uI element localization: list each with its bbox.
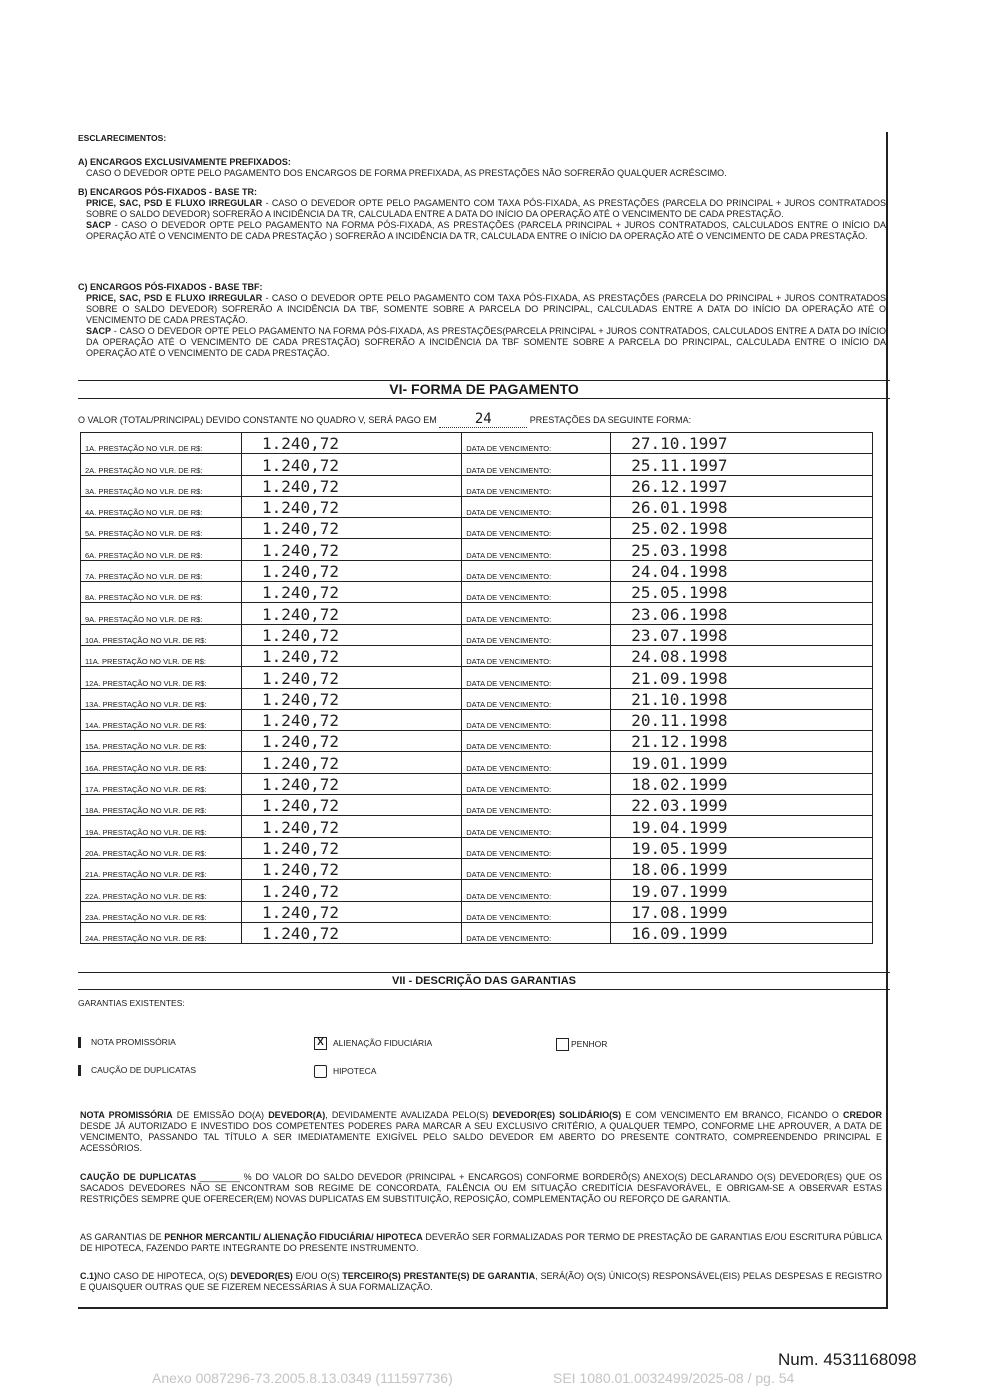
due-date-value: 19.04.1999 bbox=[611, 816, 873, 837]
installment-label: 19A. PRESTAÇÃO NO VLR. DE R$: bbox=[81, 816, 242, 837]
installment-value: 1.240,72 bbox=[242, 645, 462, 666]
section-c-lead-2: SACP bbox=[86, 326, 112, 336]
installment-label: 18A. PRESTAÇÃO NO VLR. DE R$: bbox=[81, 795, 242, 816]
installment-value: 1.240,72 bbox=[242, 816, 462, 837]
installment-value: 1.240,72 bbox=[242, 475, 462, 496]
due-date-label: DATA DE VENCIMENTO: bbox=[462, 645, 611, 666]
installment-value: 1.240,72 bbox=[242, 837, 462, 858]
installment-value: 1.240,72 bbox=[242, 752, 462, 773]
hipoteca-para-lead: C.1) bbox=[80, 1271, 98, 1281]
installment-label: 4A. PRESTAÇÃO NO VLR. DE R$: bbox=[81, 496, 242, 517]
caucao-checkbox bbox=[78, 1065, 85, 1076]
caucao-paragraph bbox=[80, 1172, 882, 1205]
installment-value: 1.240,72 bbox=[242, 454, 462, 475]
installment-label: 22A. PRESTAÇÃO NO VLR. DE R$: bbox=[81, 880, 242, 901]
due-date-label: DATA DE VENCIMENTO: bbox=[462, 667, 611, 688]
installment-value: 1.240,72 bbox=[242, 433, 462, 454]
due-date-label: DATA DE VENCIMENTO: bbox=[462, 433, 611, 454]
installment-label: 6A. PRESTAÇÃO NO VLR. DE R$: bbox=[81, 539, 242, 560]
installment-label: 9A. PRESTAÇÃO NO VLR. DE R$: bbox=[81, 603, 242, 624]
annex-stamp: Anexo 0087296-73.2005.8.13.0349 (111597736) bbox=[152, 1370, 453, 1386]
due-date-label: DATA DE VENCIMENTO: bbox=[462, 922, 611, 943]
header-title: ESCLARECIMENTOS: bbox=[78, 133, 167, 143]
nota-para-lead2: DEVEDOR(A) bbox=[268, 1110, 326, 1120]
installment-value: 1.240,72 bbox=[242, 795, 462, 816]
section-b-para-2 bbox=[78, 220, 886, 242]
installment-row bbox=[81, 837, 873, 858]
installment-value: 1.240,72 bbox=[242, 539, 462, 560]
payment-intro-tail: PRESTAÇÕES DA SEGUINTE FORMA: bbox=[529, 415, 692, 425]
installment-label: 14A. PRESTAÇÃO NO VLR. DE R$: bbox=[81, 709, 242, 730]
installment-row bbox=[81, 709, 873, 730]
installment-row bbox=[81, 539, 873, 560]
installment-label: 8A. PRESTAÇÃO NO VLR. DE R$: bbox=[81, 582, 242, 603]
hipoteca-para-mid1: NO CASO DE HIPOTECA, O(S) bbox=[97, 1271, 231, 1281]
installment-count: 24 bbox=[439, 411, 527, 428]
installment-row bbox=[81, 922, 873, 943]
section-c-text-1: - CASO O DEVEDOR OPTE PELO PAGAMENTO COM TAXA PÓS-FIXADA, AS PRESTAÇÕES (PARCELA DO PRINCIPAL + JUROS CONTRATADOS SOBRE O SALDO DEVEDOR) SOFRERÃO A INCIDÊNCIA DA TBF, SOMENTE SOBRE A PARCELA DO PRINCIPAL, CALCULADAS ENTRE A DATA DO INÍCIO DA OPERAÇÃO ATÉ O VENCIMENTO DE CADA PRESTAÇÃO. bbox=[86, 293, 886, 325]
section-c-para-2 bbox=[78, 326, 886, 359]
section-b-text-1: - CASO O DEVEDOR OPTE PELO PAGAMENTO COM TAXA PÓS-FIXADA, AS PRESTAÇÕES (PARCELA DO PRINCIPAL + JUROS CONTRATADOS SOBRE O SALDO DEVEDOR) SOFRERÃO A INCIDÊNCIA DA TR, CALCULADA ENTRE A DATA DO INÍCIO DA OPERAÇÃO ATÉ O VENCIMENTO DE CADA PRESTAÇÃO. bbox=[86, 198, 886, 219]
installment-row bbox=[81, 752, 873, 773]
formal-para-pre: AS GARANTIAS DE bbox=[80, 1232, 165, 1242]
due-date-label: DATA DE VENCIMENTO: bbox=[462, 858, 611, 879]
section-a-text: CASO O DEVEDOR OPTE PELO PAGAMENTO DOS ENCARGOS DE FORMA PREFIXADA, AS PRESTAÇÕES NÃO SOFRERÃO QUALQUER ACRÉSCIMO. bbox=[86, 168, 727, 178]
installment-table bbox=[80, 432, 873, 944]
installment-row bbox=[81, 624, 873, 645]
due-date-value: 24.04.1998 bbox=[611, 560, 873, 581]
installment-value: 1.240,72 bbox=[242, 773, 462, 794]
installment-row bbox=[81, 433, 873, 454]
section-b-lead-2: SACP bbox=[86, 220, 112, 230]
hipoteca-paragraph bbox=[80, 1271, 882, 1293]
installment-row bbox=[81, 496, 873, 517]
installment-value: 1.240,72 bbox=[242, 709, 462, 730]
installment-value: 1.240,72 bbox=[242, 731, 462, 752]
due-date-value: 17.08.1999 bbox=[611, 901, 873, 922]
hipoteca-para-mid2: E/OU O(S) bbox=[292, 1271, 343, 1281]
due-date-value: 27.10.1997 bbox=[611, 433, 873, 454]
installment-value: 1.240,72 bbox=[242, 880, 462, 901]
due-date-label: DATA DE VENCIMENTO: bbox=[462, 752, 611, 773]
nota-checkbox bbox=[78, 1037, 85, 1048]
due-date-value: 16.09.1999 bbox=[611, 922, 873, 943]
installment-row bbox=[81, 475, 873, 496]
due-date-value: 25.02.1998 bbox=[611, 518, 873, 539]
due-date-label: DATA DE VENCIMENTO: bbox=[462, 496, 611, 517]
installment-value: 1.240,72 bbox=[242, 560, 462, 581]
installment-label: 17A. PRESTAÇÃO NO VLR. DE R$: bbox=[81, 773, 242, 794]
due-date-value: 25.11.1997 bbox=[611, 454, 873, 475]
option-penhor bbox=[556, 1038, 607, 1051]
installment-row bbox=[81, 518, 873, 539]
document-number: Num. 4531168098 bbox=[778, 1350, 917, 1369]
due-date-value: 21.10.1998 bbox=[611, 688, 873, 709]
due-date-label: DATA DE VENCIMENTO: bbox=[462, 709, 611, 730]
payment-intro bbox=[78, 411, 691, 428]
hipoteca-para-lead3: TERCEIRO(S) PRESTANTE(S) DE GARANTIA bbox=[342, 1271, 536, 1281]
caucao-para-rest: ________ % DO VALOR DO SALDO DEVEDOR (PRINCIPAL + ENCARGOS) CONFORME BORDERÔ(S) ANEXO(S) DECLARANDO O(S) DEVEDOR(ES) QUE OS SACADOS DEVEDORES NÃO SE ENCONTRAM SOB REGIME DE CONCORDATA, FALÊNCIA OU EM SITUAÇÃO CREDITÍCIA DESFAVORÁVEL, E OBRIGAM-SE A OBSERVAR ESTAS RESTRIÇÕES SEMPRE QUE OFERECER(EM) NOVAS DUPLICATAS EM SUBSTITUIÇÃO, REPOSIÇÃO, COMPLEMENTAÇÃO OU REFORÇO DE GARANTIA. bbox=[80, 1172, 882, 1204]
due-date-label: DATA DE VENCIMENTO: bbox=[462, 773, 611, 794]
payment-intro-text: O VALOR (TOTAL/PRINCIPAL) DEVIDO CONSTANTE NO QUADRO V, SERÁ PAGO EM bbox=[78, 415, 437, 425]
installment-value: 1.240,72 bbox=[242, 901, 462, 922]
installment-value: 1.240,72 bbox=[242, 582, 462, 603]
due-date-label: DATA DE VENCIMENTO: bbox=[462, 816, 611, 837]
penhor-checkbox bbox=[556, 1038, 569, 1051]
formal-para-rest: DEVERÃO SER FORMALIZADAS POR TERMO DE PRESTAÇÃO DE GARANTIAS E/OU ESCRITURA PÚBLICA DE HIPOTECA, FAZENDO PARTE INTEGRANTE DO PRESENTE INSTRUMENTO. bbox=[80, 1232, 882, 1253]
installment-value: 1.240,72 bbox=[242, 667, 462, 688]
formal-para-lead: PENHOR MERCANTIL/ ALIENAÇÃO FIDUCIÁRIA/ HIPOTECA bbox=[164, 1232, 423, 1242]
nota-para-rest: DESDE JÁ AUTORIZADO E INVESTIDO DOS COMPETENTES PODERES PARA MARCAR A SEU EXCLUSIVO CRITÉRIO, A QUALQUER TEMPO, CONFORME LHE APROUVER, A DATA DE VENCIMENTO, PASSANDO TAL TÍTULO A SER IMEDIATAMENTE EXIGÍVEL PELO SALDO DEVEDOR EM ABERTO DO PRESENTE CONTRATO, COMPREENDENDO PRINCIPAL E ACESSÓRIOS. bbox=[80, 1121, 882, 1153]
section-b bbox=[78, 187, 886, 242]
installment-value: 1.240,72 bbox=[242, 624, 462, 645]
section-c-text-2: - CASO O DEVEDOR OPTE PELO PAGAMENTO NA FORMA PÓS-FIXADA, AS PRESTAÇÕES(PARCELA PRINCIPAL + JUROS CONTRATADOS, CALCULADOS ENTRE A DATA DO INÍCIO DA OPERAÇÃO ATÉ O VENCIMENTO DE CADA PRESTAÇÃO) SOFRERÃO A INCIDÊNCIA DA TBF SOMENTE SOBRE A PARCELA DO PRINCIPAL, CALCULADA ENTRE O INÍCIO DA OPERAÇÃO ATÉ O VENCIMENTO DE CADA PRESTAÇÃO. bbox=[86, 326, 886, 358]
due-date-label: DATA DE VENCIMENTO: bbox=[462, 795, 611, 816]
nota-para-lead3: DEVEDOR(ES) SOLIDÁRIO(S) bbox=[492, 1110, 622, 1120]
installment-row bbox=[81, 880, 873, 901]
installment-label: 7A. PRESTAÇÃO NO VLR. DE R$: bbox=[81, 560, 242, 581]
nota-para-mid2: , DEVIDAMENTE AVALIZADA PELO(S) bbox=[325, 1110, 493, 1120]
installment-row bbox=[81, 667, 873, 688]
installment-row bbox=[81, 858, 873, 879]
sei-stamp: SEI 1080.01.0032499/2025-08 / pg. 54 bbox=[553, 1370, 795, 1386]
section-c-title: C) ENCARGOS PÓS-FIXADOS - BASE TBF: bbox=[78, 282, 263, 292]
due-date-value: 19.07.1999 bbox=[611, 880, 873, 901]
due-date-label: DATA DE VENCIMENTO: bbox=[462, 539, 611, 560]
section-c bbox=[78, 282, 886, 359]
due-date-value: 19.01.1999 bbox=[611, 752, 873, 773]
installment-label: 11A. PRESTAÇÃO NO VLR. DE R$: bbox=[81, 645, 242, 666]
caucao-para-lead: CAUÇÃO DE DUPLICATAS bbox=[80, 1172, 197, 1182]
nota-para-mid3: E COM VENCIMENTO EM BRANCO, FICANDO O bbox=[621, 1110, 843, 1120]
installment-row bbox=[81, 454, 873, 475]
due-date-value: 18.06.1999 bbox=[611, 858, 873, 879]
guarantees-heading: VII - DESCRIÇÃO DAS GARANTIAS bbox=[78, 972, 890, 990]
nota-para-lead: NOTA PROMISSÓRIA bbox=[80, 1110, 173, 1120]
due-date-label: DATA DE VENCIMENTO: bbox=[462, 603, 611, 624]
installment-label: 15A. PRESTAÇÃO NO VLR. DE R$: bbox=[81, 731, 242, 752]
section-b-text-2: - CASO O DEVEDOR OPTE PELO PAGAMENTO NA FORMA PÓS-FIXADA, AS PRESTAÇÕES (PARCELA PRINCIPAL + JUROS CONTRATADOS, CALCULADOS ENTRE O INÍCIO DA OPERAÇÃO ATÉ O VENCIMENTO DE CADA PRESTAÇÃO ) SOFRERÃO A INCIDÊNCIA DA TR, CALCULADA ENTRE O INÍCIO DA OPERAÇÃO ATÉ O VENCIMENTO DE CADA PRESTAÇÃO. bbox=[86, 220, 886, 241]
option-caucao-duplicatas bbox=[78, 1065, 196, 1076]
installment-label: 13A. PRESTAÇÃO NO VLR. DE R$: bbox=[81, 688, 242, 709]
installment-row bbox=[81, 560, 873, 581]
due-date-value: 26.01.1998 bbox=[611, 496, 873, 517]
section-c-para-1 bbox=[78, 293, 886, 326]
section-a bbox=[78, 157, 878, 179]
due-date-label: DATA DE VENCIMENTO: bbox=[462, 582, 611, 603]
installment-row bbox=[81, 731, 873, 752]
nota-para-lead4: CREDOR bbox=[842, 1110, 882, 1120]
section-b-title: B) ENCARGOS PÓS-FIXADOS - BASE TR: bbox=[78, 187, 258, 197]
alienacao-checkbox-checked: X bbox=[314, 1037, 327, 1050]
installment-label: 10A. PRESTAÇÃO NO VLR. DE R$: bbox=[81, 624, 242, 645]
nota-label: NOTA PROMISSÓRIA bbox=[91, 1037, 176, 1047]
installment-label: 5A. PRESTAÇÃO NO VLR. DE R$: bbox=[81, 518, 242, 539]
section-c-lead-1: PRICE, SAC, PSD E FLUXO IRREGULAR bbox=[86, 293, 263, 303]
penhor-label: PENHOR bbox=[571, 1038, 608, 1049]
due-date-value: 25.05.1998 bbox=[611, 582, 873, 603]
installment-label: 21A. PRESTAÇÃO NO VLR. DE R$: bbox=[81, 858, 242, 879]
due-date-value: 19.05.1999 bbox=[611, 837, 873, 858]
installment-row bbox=[81, 901, 873, 922]
due-date-label: DATA DE VENCIMENTO: bbox=[462, 880, 611, 901]
section-a-title: A) ENCARGOS EXCLUSIVAMENTE PREFIXADOS: bbox=[78, 157, 291, 167]
due-date-value: 22.03.1999 bbox=[611, 795, 873, 816]
installment-value: 1.240,72 bbox=[242, 922, 462, 943]
due-date-value: 21.09.1998 bbox=[611, 667, 873, 688]
due-date-value: 23.07.1998 bbox=[611, 624, 873, 645]
due-date-label: DATA DE VENCIMENTO: bbox=[462, 901, 611, 922]
installment-label: 12A. PRESTAÇÃO NO VLR. DE R$: bbox=[81, 667, 242, 688]
due-date-label: DATA DE VENCIMENTO: bbox=[462, 837, 611, 858]
hipoteca-label: HIPOTECA bbox=[333, 1065, 377, 1076]
existing-guarantees-label: GARANTIAS EXISTENTES: bbox=[78, 998, 185, 1008]
installment-row bbox=[81, 773, 873, 794]
due-date-label: DATA DE VENCIMENTO: bbox=[462, 454, 611, 475]
installment-value: 1.240,72 bbox=[242, 518, 462, 539]
due-date-value: 20.11.1998 bbox=[611, 709, 873, 730]
installment-value: 1.240,72 bbox=[242, 688, 462, 709]
nota-para-mid1: DE EMISSÃO DO(A) bbox=[172, 1110, 269, 1120]
installment-label: 20A. PRESTAÇÃO NO VLR. DE R$: bbox=[81, 837, 242, 858]
installment-value: 1.240,72 bbox=[242, 858, 462, 879]
installment-row bbox=[81, 603, 873, 624]
option-nota-promissoria bbox=[78, 1037, 176, 1048]
caucao-label: CAUÇÃO DE DUPLICATAS bbox=[91, 1065, 197, 1075]
due-date-value: 24.08.1998 bbox=[611, 645, 873, 666]
due-date-value: 23.06.1998 bbox=[611, 603, 873, 624]
due-date-value: 25.03.1998 bbox=[611, 539, 873, 560]
due-date-value: 21.12.1998 bbox=[611, 731, 873, 752]
installment-label: 23A. PRESTAÇÃO NO VLR. DE R$: bbox=[81, 901, 242, 922]
installment-row bbox=[81, 688, 873, 709]
option-hipoteca bbox=[314, 1065, 376, 1078]
installment-label: 2A. PRESTAÇÃO NO VLR. DE R$: bbox=[81, 454, 242, 475]
due-date-label: DATA DE VENCIMENTO: bbox=[462, 624, 611, 645]
option-alienacao-fiduciaria bbox=[314, 1037, 432, 1050]
due-date-label: DATA DE VENCIMENTO: bbox=[462, 518, 611, 539]
installment-label: 1A. PRESTAÇÃO NO VLR. DE R$: bbox=[81, 433, 242, 454]
formalization-paragraph bbox=[80, 1232, 882, 1254]
installment-row bbox=[81, 795, 873, 816]
installment-value: 1.240,72 bbox=[242, 496, 462, 517]
installment-row bbox=[81, 645, 873, 666]
section-b-lead-1: PRICE, SAC, PSD E FLUXO IRREGULAR bbox=[86, 198, 263, 208]
installment-row bbox=[81, 816, 873, 837]
alienacao-label: ALIENAÇÃO FIDUCIÁRIA bbox=[333, 1037, 433, 1048]
section-b-para-1 bbox=[78, 198, 886, 220]
hipoteca-para-rest: , SERÁ(ÃO) O(S) ÚNICO(S) RESPONSÁVEL(EIS) PELAS DESPESAS E REGISTRO E QUAISQUER OUTRAS QUE SE FIZEREM NECESSÁRIAS À SUA FORMALIZAÇÃO. bbox=[80, 1271, 882, 1292]
payment-heading: VI- FORMA DE PAGAMENTO bbox=[78, 380, 890, 399]
due-date-label: DATA DE VENCIMENTO: bbox=[462, 731, 611, 752]
installment-label: 3A. PRESTAÇÃO NO VLR. DE R$: bbox=[81, 475, 242, 496]
installment-label: 24A. PRESTAÇÃO NO VLR. DE R$: bbox=[81, 922, 242, 943]
installment-value: 1.240,72 bbox=[242, 603, 462, 624]
due-date-label: DATA DE VENCIMENTO: bbox=[462, 560, 611, 581]
installment-row bbox=[81, 582, 873, 603]
hipoteca-checkbox bbox=[314, 1065, 327, 1078]
hipoteca-para-lead2: DEVEDOR(ES) bbox=[230, 1271, 293, 1281]
due-date-value: 18.02.1999 bbox=[611, 773, 873, 794]
due-date-value: 26.12.1997 bbox=[611, 475, 873, 496]
installment-label: 16A. PRESTAÇÃO NO VLR. DE R$: bbox=[81, 752, 242, 773]
due-date-label: DATA DE VENCIMENTO: bbox=[462, 688, 611, 709]
nota-promissoria-paragraph bbox=[80, 1110, 882, 1154]
due-date-label: DATA DE VENCIMENTO: bbox=[462, 475, 611, 496]
